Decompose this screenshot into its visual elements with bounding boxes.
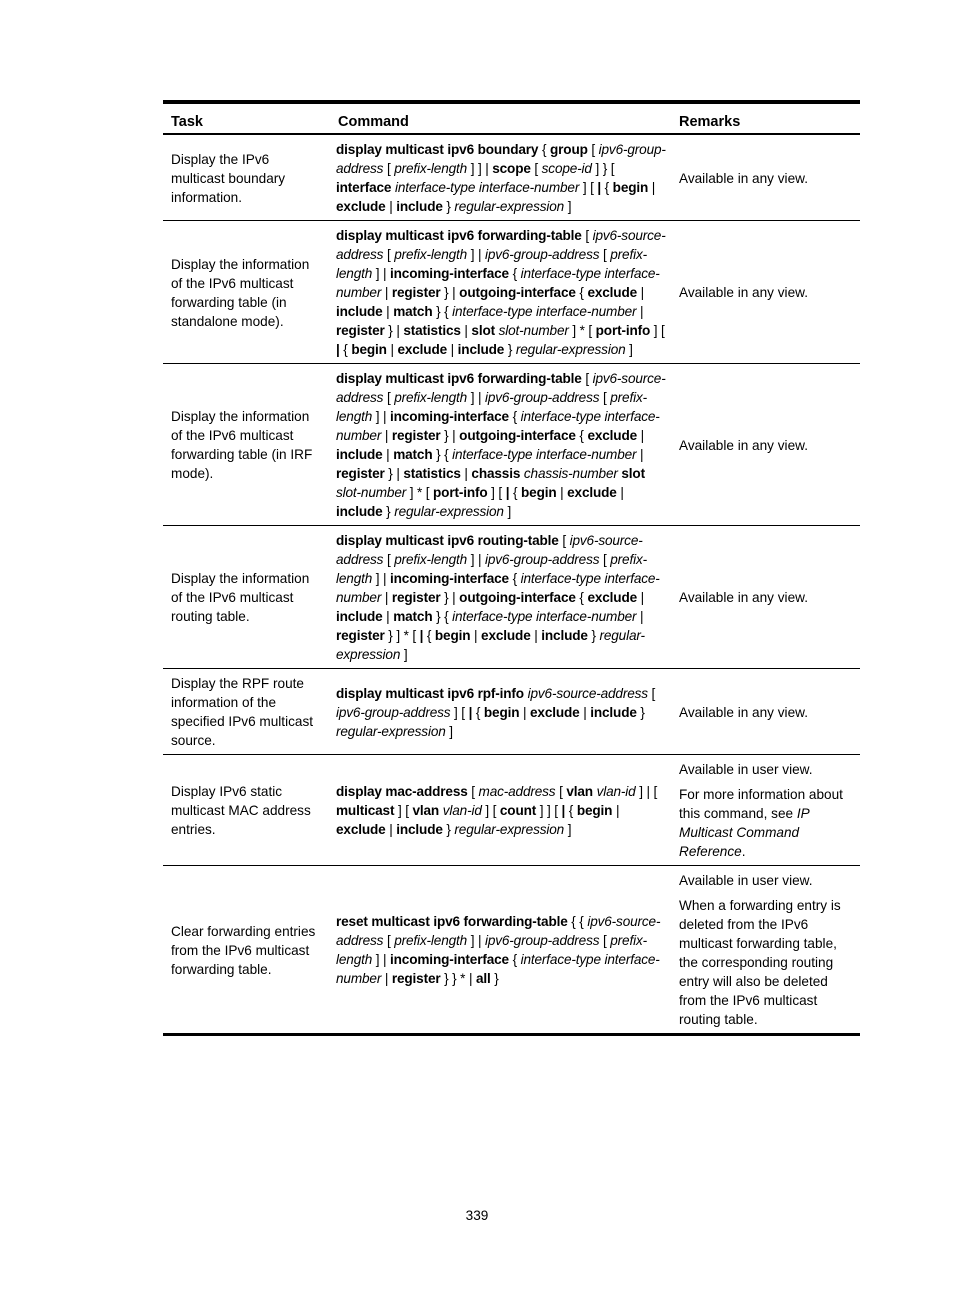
command-argument: mac-address <box>478 784 556 799</box>
command-keyword: exclude <box>530 704 580 720</box>
command-keyword: exclude <box>336 822 386 837</box>
command-keyword: scope <box>492 161 531 176</box>
command-syntax: | <box>385 822 397 837</box>
command-syntax: { <box>508 409 521 424</box>
remark-text: Available in any view. <box>679 170 808 186</box>
command-argument: regular-expression <box>394 504 504 519</box>
remark-text: Available in user view. <box>679 762 813 777</box>
command-argument: regular-expression <box>336 723 446 739</box>
remarks-cell <box>671 866 860 1035</box>
command-argument: prefix-length <box>394 390 468 405</box>
remark-paragraph <box>679 785 852 861</box>
command-syntax: [ <box>581 371 593 386</box>
command-keyword: chassis <box>471 466 521 481</box>
remark-text: Available in any view. <box>679 590 808 605</box>
command-keyword: include <box>590 704 637 720</box>
command-syntax: { <box>575 590 588 605</box>
command-keyword: begin <box>612 180 649 195</box>
table-row <box>163 669 860 755</box>
command-argument: ipv6-group-address <box>484 390 600 405</box>
command-syntax: ] } [ <box>591 161 615 176</box>
command-syntax: ] | <box>467 390 485 405</box>
command-keyword: register <box>391 428 441 443</box>
command-syntax: [ <box>530 161 542 176</box>
command-syntax: ] <box>503 504 512 519</box>
command-keyword: begin <box>521 485 557 500</box>
command-syntax: [ <box>383 390 395 405</box>
command-argument: ipv6-source-address <box>336 371 666 405</box>
command-argument: regular-expression <box>454 199 565 214</box>
command-keyword: include <box>396 822 443 837</box>
command-syntax: } ] * [ <box>384 628 420 643</box>
task-cell: Display the RPF route information of the specified IPv6 multicast source. <box>163 669 330 755</box>
command-keyword: register <box>336 628 385 643</box>
command-syntax: [ <box>647 685 656 701</box>
remark-reference: IP Multicast Command Reference <box>679 806 810 859</box>
header-task: Task <box>163 102 330 134</box>
remarks-cell <box>671 755 860 866</box>
command-syntax: ] | <box>372 952 391 967</box>
command-syntax: ] [ <box>650 323 665 338</box>
command-keyword: display mac-address <box>336 784 468 799</box>
command-argument: prefix-length <box>336 933 647 967</box>
command-argument: chassis-number <box>523 466 618 481</box>
command-syntax: } | <box>440 428 460 443</box>
command-keyword: incoming-interface <box>390 571 509 586</box>
command-syntax: } <box>636 704 645 720</box>
command-syntax: | <box>382 304 394 319</box>
command-syntax: { <box>575 285 588 300</box>
command-keyword: register <box>391 971 441 986</box>
command-keyword: register <box>336 466 385 481</box>
command-keyword: exclude <box>567 485 617 500</box>
remarks-cell <box>671 134 860 221</box>
command-keyword: vlan <box>566 784 593 799</box>
command-argument: interface-type interface-number <box>452 609 637 624</box>
command-syntax: } <box>442 199 455 214</box>
command-keyword: begin <box>576 803 613 818</box>
command-syntax: { <box>423 628 435 643</box>
command-argument: ipv6-source-address <box>336 533 643 567</box>
remark-text: Available in any view. <box>679 437 808 453</box>
remarks-cell <box>671 221 860 364</box>
page-number: 339 <box>465 1208 489 1223</box>
command-syntax: | <box>381 590 392 605</box>
remarks-cell <box>671 526 860 669</box>
command-syntax: [ <box>599 390 611 405</box>
command-syntax: ] | <box>467 552 485 567</box>
command-keyword: incoming-interface <box>390 409 509 424</box>
command-syntax: { { <box>567 914 588 929</box>
command-syntax: [ <box>383 933 395 948</box>
command-syntax: } } * | <box>440 971 476 986</box>
remark-paragraph <box>679 436 852 455</box>
command-syntax: | <box>381 428 392 443</box>
command-syntax: ] [ <box>487 485 506 500</box>
command-argument: ipv6-group-address <box>484 552 600 567</box>
command-keyword: | <box>336 342 340 357</box>
remark-text: Available in any view. <box>679 704 808 720</box>
command-keyword: outgoing-interface <box>459 428 576 443</box>
command-argument: vlan-id <box>442 803 482 818</box>
command-keyword: outgoing-interface <box>459 590 576 605</box>
command-syntax: { <box>575 428 588 443</box>
command-argument: ipv6-source-address <box>527 685 648 701</box>
remark-text: For more information about this command, see <box>679 787 843 821</box>
command-keyword: begin <box>351 342 387 357</box>
remark-paragraph <box>679 871 852 890</box>
command-syntax: [ <box>581 228 593 243</box>
command-syntax: | <box>460 323 472 338</box>
command-syntax: | <box>636 609 644 624</box>
command-keyword: match <box>393 304 433 319</box>
command-argument: regular-expression <box>454 822 565 837</box>
command-syntax: | <box>519 704 531 720</box>
command-keyword: incoming-interface <box>390 952 509 967</box>
command-syntax: | <box>637 285 645 300</box>
command-syntax: { <box>538 142 550 157</box>
command-syntax: { <box>339 342 352 357</box>
command-syntax: [ <box>599 247 611 262</box>
command-syntax: } <box>382 504 395 519</box>
command-argument: ipv6-source-address <box>336 228 666 262</box>
command-syntax: | <box>616 485 624 500</box>
command-keyword: outgoing-interface <box>459 285 576 300</box>
command-syntax: | <box>636 447 644 462</box>
command-argument: interface-type interface-number <box>452 304 637 319</box>
task-cell: Display the information of the IPv6 multicast forwarding table (in standalone mode). <box>163 221 330 364</box>
command-keyword: reset multicast ipv6 forwarding-table <box>336 914 568 929</box>
command-argument: ipv6-group-address <box>336 704 451 720</box>
command-argument: interface-type interface-number <box>336 952 660 986</box>
command-syntax: ] | <box>372 266 391 281</box>
command-syntax: { <box>472 704 484 720</box>
command-keyword: display multicast ipv6 forwarding-table <box>336 228 582 243</box>
command-keyword: exclude <box>336 199 386 214</box>
command-argument: interface-type interface-number <box>336 266 660 300</box>
command-table <box>163 100 860 1036</box>
command-syntax: | <box>579 704 591 720</box>
command-keyword: exclude <box>587 590 638 605</box>
command-keyword: | <box>561 803 566 818</box>
command-syntax: } <box>504 342 516 357</box>
command-syntax: } { <box>432 304 453 319</box>
command-argument: prefix-length <box>394 552 468 567</box>
command-syntax: ] [ <box>450 704 469 720</box>
remark-paragraph <box>679 169 852 188</box>
command-argument: interface-type interface-number <box>336 571 660 605</box>
command-syntax: [ <box>599 933 611 948</box>
command-argument: interface-type interface-number <box>336 409 660 443</box>
command-syntax: } | <box>384 323 404 338</box>
command-keyword: count <box>499 803 537 818</box>
header-command: Command <box>330 102 671 134</box>
command-argument: prefix-length <box>336 247 647 281</box>
command-keyword: interface <box>336 180 392 195</box>
command-argument: regular-expression <box>515 342 626 357</box>
command-keyword: include <box>336 609 383 624</box>
command-argument: ipv6-group-address <box>484 247 600 262</box>
command-keyword: include <box>457 342 505 357</box>
command-argument: prefix-length <box>336 552 647 586</box>
command-syntax: | <box>381 971 392 986</box>
command-syntax: } <box>587 628 600 643</box>
command-syntax: | <box>556 485 568 500</box>
command-keyword: slot <box>621 466 645 481</box>
command-argument: interface-type interface-number <box>452 447 637 462</box>
command-syntax: } | <box>440 285 460 300</box>
command-cell <box>330 134 671 221</box>
command-syntax: ] [ <box>579 180 598 195</box>
table-row <box>163 866 860 1035</box>
command-syntax: ] <box>400 647 408 662</box>
command-keyword: | <box>505 485 510 500</box>
command-cell <box>330 669 671 755</box>
command-argument: prefix-length <box>394 933 468 948</box>
command-syntax: ] * [ <box>568 323 596 338</box>
command-syntax: | <box>637 428 645 443</box>
command-syntax: } <box>490 971 499 986</box>
command-syntax: [ <box>587 142 599 157</box>
task-cell: Display the IPv6 multicast boundary information. <box>163 134 330 221</box>
command-syntax: | <box>648 180 656 195</box>
command-syntax: ] ] | <box>467 161 493 176</box>
command-syntax: ] <box>625 342 633 357</box>
command-keyword: register <box>391 285 441 300</box>
command-syntax: { <box>509 485 521 500</box>
command-keyword: incoming-interface <box>390 266 509 281</box>
command-syntax: | <box>382 447 394 462</box>
command-syntax: | <box>460 466 472 481</box>
command-syntax: { <box>601 180 613 195</box>
command-keyword: begin <box>483 704 520 720</box>
command-syntax: [ <box>383 247 395 262</box>
command-syntax: ] | <box>372 571 391 586</box>
table-row <box>163 755 860 866</box>
command-argument: scope-id <box>541 161 592 176</box>
command-syntax: ] <box>445 723 453 739</box>
command-argument: interface-type interface-number <box>394 180 580 195</box>
command-syntax: | <box>447 342 458 357</box>
command-keyword: multicast <box>336 803 395 818</box>
command-syntax: [ <box>383 552 395 567</box>
command-table-container <box>163 100 860 1036</box>
command-keyword: exclude <box>587 285 638 300</box>
command-cell <box>330 364 671 526</box>
command-keyword: match <box>393 447 433 462</box>
command-keyword: display multicast ipv6 routing-table <box>336 533 559 548</box>
command-keyword: group <box>550 142 588 157</box>
command-keyword: include <box>336 304 383 319</box>
command-argument: slot-number <box>336 485 407 500</box>
command-argument: vlan-id <box>596 784 636 799</box>
command-argument: regular-expression <box>336 628 645 662</box>
command-keyword: exclude <box>397 342 448 357</box>
table-row <box>163 221 860 364</box>
command-cell <box>330 755 671 866</box>
command-keyword: include <box>396 199 443 214</box>
command-argument: prefix-length <box>394 161 468 176</box>
command-argument: ipv6-source-address <box>336 914 661 948</box>
command-keyword: display multicast ipv6 boundary <box>336 142 539 157</box>
command-keyword: begin <box>434 628 471 643</box>
command-syntax: { <box>508 571 521 586</box>
command-keyword: all <box>475 971 491 986</box>
command-syntax: { <box>565 803 577 818</box>
remark-paragraph <box>679 896 852 1029</box>
task-cell: Display the information of the IPv6 multicast forwarding table (in IRF mode). <box>163 364 330 526</box>
remark-paragraph <box>679 588 852 607</box>
command-syntax: | <box>381 285 392 300</box>
header-remarks: Remarks <box>671 102 860 134</box>
command-syntax: ] <box>564 199 572 214</box>
command-keyword: | <box>419 628 424 643</box>
command-cell <box>330 866 671 1035</box>
command-syntax: ] | <box>467 247 485 262</box>
command-syntax: ] * [ <box>406 485 434 500</box>
command-argument: prefix-length <box>394 247 468 262</box>
command-syntax: | <box>470 628 482 643</box>
command-syntax: } | <box>384 466 404 481</box>
remark-text: Available in user view. <box>679 873 813 888</box>
command-syntax: ] | [ <box>635 784 658 799</box>
command-syntax: ] | <box>467 933 485 948</box>
command-keyword: register <box>391 590 441 605</box>
command-syntax: ] ] [ <box>536 803 562 818</box>
command-syntax: | <box>386 342 398 357</box>
command-keyword: vlan <box>412 803 440 818</box>
remark-paragraph <box>679 703 852 722</box>
command-keyword: include <box>336 504 383 519</box>
command-syntax: { <box>508 952 521 967</box>
command-argument: ipv6-group-address <box>336 142 666 176</box>
command-syntax: } <box>442 822 455 837</box>
command-syntax: [ <box>558 533 570 548</box>
command-keyword: display multicast ipv6 forwarding-table <box>336 371 582 386</box>
task-cell: Display the information of the IPv6 multicast routing table. <box>163 526 330 669</box>
command-syntax: } { <box>432 609 453 624</box>
command-syntax: | <box>382 609 394 624</box>
command-argument: ipv6-group-address <box>484 933 600 948</box>
command-keyword: include <box>336 447 383 462</box>
command-keyword: port-info <box>433 485 488 500</box>
command-cell <box>330 526 671 669</box>
remark-text: . <box>741 844 746 859</box>
command-keyword: match <box>393 609 433 624</box>
command-syntax: [ <box>555 784 567 799</box>
command-syntax: } { <box>432 447 453 462</box>
command-keyword: display multicast ipv6 rpf-info <box>336 685 524 701</box>
remark-text: Available in any view. <box>679 285 808 300</box>
command-argument: prefix-length <box>336 390 647 424</box>
remarks-cell <box>671 669 860 755</box>
command-syntax: [ <box>383 161 395 176</box>
table-row <box>163 364 860 526</box>
command-syntax: { <box>508 266 521 281</box>
command-keyword: port-info <box>595 323 651 338</box>
command-keyword: slot <box>471 323 495 338</box>
command-syntax: ] | <box>372 409 391 424</box>
task-cell: Clear forwarding entries from the IPv6 multicast forwarding table. <box>171 923 316 977</box>
command-syntax: | <box>530 628 542 643</box>
command-syntax: } | <box>440 590 460 605</box>
command-syntax: ] <box>564 822 572 837</box>
command-syntax: | <box>385 199 397 214</box>
command-keyword: | <box>597 180 602 195</box>
command-syntax: [ <box>599 552 611 567</box>
command-keyword: exclude <box>587 428 638 443</box>
command-keyword: statistics <box>403 323 461 338</box>
command-cell <box>330 221 671 364</box>
command-syntax: [ <box>467 784 479 799</box>
remark-paragraph <box>679 760 852 779</box>
command-keyword: register <box>336 323 385 338</box>
command-syntax: | <box>636 304 644 319</box>
remark-paragraph <box>679 283 852 302</box>
command-syntax: ] [ <box>394 803 413 818</box>
table-row <box>163 134 860 221</box>
table-row <box>163 526 860 669</box>
command-syntax: | <box>637 590 645 605</box>
task-cell: Display IPv6 static multicast MAC address entries. <box>163 755 330 866</box>
command-argument: slot-number <box>498 323 569 338</box>
command-syntax: | <box>612 803 620 818</box>
remark-text: When a forwarding entry is deleted from the IPv6 multicast forwarding table, the corresponding routing entry will also be deleted from the IPv6 multicast routing table. <box>679 898 841 1027</box>
command-keyword: exclude <box>481 628 531 643</box>
command-keyword: statistics <box>403 466 461 481</box>
command-syntax: ] [ <box>481 803 500 818</box>
command-keyword: | <box>468 704 473 720</box>
remarks-cell <box>671 364 860 526</box>
command-keyword: include <box>541 628 588 643</box>
table-header-row <box>163 102 860 134</box>
